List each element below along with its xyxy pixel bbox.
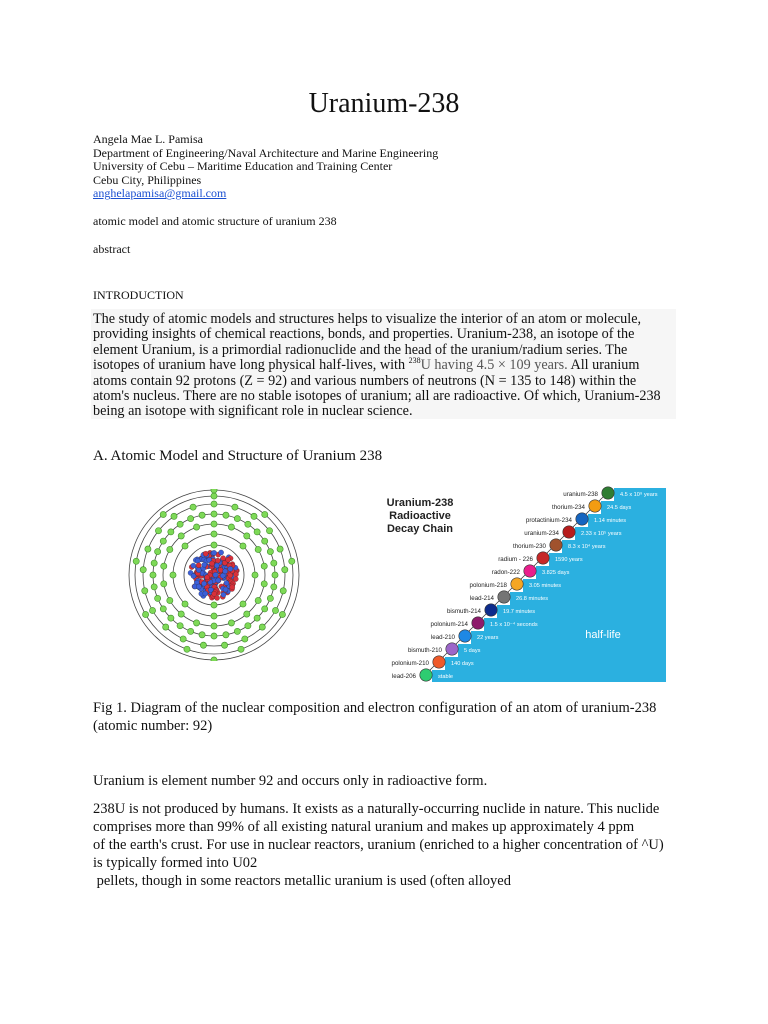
proton xyxy=(225,557,230,562)
halflife-value: 24.5 days xyxy=(607,505,632,511)
isotope-ball xyxy=(498,591,510,603)
halflife-value: 1.14 minutes xyxy=(594,518,627,524)
electron xyxy=(177,623,183,629)
isotope-label: thorium-230 xyxy=(512,543,546,550)
electron xyxy=(151,560,157,566)
body-p2-line3: is typically formed into U02 xyxy=(93,855,258,871)
electron xyxy=(272,607,278,613)
electron xyxy=(261,581,267,587)
electron xyxy=(140,567,146,573)
electron xyxy=(161,581,167,587)
decay-arrow xyxy=(560,536,564,540)
neutron xyxy=(195,558,200,563)
electron xyxy=(282,567,288,573)
electron xyxy=(178,611,184,617)
electron xyxy=(163,624,169,630)
intro-superscript: 238 xyxy=(408,356,421,366)
neutron xyxy=(196,568,201,573)
electron xyxy=(182,543,188,549)
electron xyxy=(211,531,217,537)
electron xyxy=(252,572,258,578)
decay-arrow xyxy=(508,588,512,592)
electron xyxy=(232,504,238,510)
isotope-label: lead-206 xyxy=(391,673,416,680)
isotope-label: uranium-238 xyxy=(563,491,598,498)
electron xyxy=(255,546,261,552)
electron xyxy=(255,597,261,603)
electron xyxy=(271,560,277,566)
neutron xyxy=(214,563,219,568)
electron xyxy=(234,516,240,522)
electron xyxy=(184,646,190,652)
electron xyxy=(272,572,278,578)
proton xyxy=(221,556,226,561)
neutron xyxy=(221,592,226,597)
electron xyxy=(244,533,250,539)
isotope-ball xyxy=(563,526,575,538)
intro-halflife-text: U having 4.5 × 109 years. xyxy=(420,357,568,374)
abstract-label: abstract xyxy=(93,242,131,256)
electron xyxy=(151,584,157,590)
electron xyxy=(262,538,268,544)
halflife-value: 3.05 minutes xyxy=(529,583,562,589)
figure-caption: Fig 1. Diagram of the nuclear composition and electron configuration of an atom of uranium-238 (atomic number: 92) xyxy=(93,700,657,734)
electron xyxy=(211,602,217,608)
electron xyxy=(168,615,174,621)
isotope-ball xyxy=(602,487,614,499)
isotope-ball xyxy=(550,539,562,551)
isotope-label: uranium-234 xyxy=(524,530,559,537)
neutron xyxy=(224,580,229,585)
electron xyxy=(211,493,217,499)
electron xyxy=(160,538,166,544)
section-a-heading: A. Atomic Model and Structure of Uranium 238 xyxy=(93,448,383,464)
neutron xyxy=(212,550,217,555)
electron xyxy=(266,528,272,534)
decay-arrow xyxy=(521,575,525,579)
electron xyxy=(211,623,217,629)
electron xyxy=(280,588,286,594)
introduction-paragraph xyxy=(93,312,675,420)
decay-arrow xyxy=(430,666,434,670)
proton xyxy=(212,591,217,596)
electron xyxy=(188,516,194,522)
decay-arrow xyxy=(482,614,486,618)
electron xyxy=(228,524,234,530)
electron xyxy=(242,636,248,642)
isotope-ball xyxy=(524,565,536,577)
isotope-label: bismuth-214 xyxy=(446,608,481,615)
proton xyxy=(209,561,214,566)
isotope-label: lead-210 xyxy=(430,634,455,641)
neutron xyxy=(216,578,221,583)
isotope-label: bismuth-210 xyxy=(407,647,442,654)
electron xyxy=(142,588,148,594)
isotope-label: radium - 226 xyxy=(498,556,533,563)
electron xyxy=(245,521,251,527)
electron xyxy=(170,572,176,578)
electron xyxy=(188,628,194,634)
body-paragraph-1: Uranium is element number 92 and occurs only in radioactive form. xyxy=(93,773,488,789)
atom-diagram xyxy=(128,489,300,661)
decay-arrow xyxy=(573,523,577,527)
author-university: University of Cebu – Maritime Education and Training Center xyxy=(93,159,393,174)
electron xyxy=(133,558,139,564)
electron xyxy=(244,611,250,617)
electron xyxy=(190,504,196,510)
electron xyxy=(245,623,251,629)
electron xyxy=(193,524,199,530)
electron xyxy=(267,595,273,601)
isotope-label: polonium-214 xyxy=(430,621,468,628)
electron xyxy=(145,546,151,552)
isotope-label: lead-214 xyxy=(469,595,494,602)
isotope-ball xyxy=(446,643,458,655)
halflife-value: 2.33 x 10⁵ years xyxy=(581,531,622,537)
isotope-label: polonium-218 xyxy=(469,582,507,589)
electron xyxy=(155,595,161,601)
electron xyxy=(200,642,206,648)
electron xyxy=(171,513,177,519)
isotope-label: radon-222 xyxy=(491,569,520,576)
intro-text-part2: All uranium atoms contain 92 protons (Z = 92) and various numbers of neutrons (N = 135 to 148) within the atom's nucleus. There are no stable isotopes of uranium; all are radioactive. Of which, Uranium-238 being an isotope with significant role in nuclear science. xyxy=(93,357,661,420)
electron xyxy=(271,584,277,590)
electron xyxy=(211,542,217,548)
electron xyxy=(251,513,257,519)
electron xyxy=(199,512,205,518)
page-title: Uranium-238 xyxy=(308,88,460,119)
author-block xyxy=(93,133,438,201)
neutron xyxy=(203,591,208,596)
halflife-value: 3.825 days xyxy=(542,570,570,576)
isotope-ball xyxy=(485,604,497,616)
halflife-value: 140 days xyxy=(451,661,474,667)
author-department: Department of Engineering/Naval Architecture and Marine Engineering xyxy=(93,145,439,160)
isotope-label: protactinium-234 xyxy=(525,517,572,524)
decay-arrow xyxy=(469,627,473,631)
electron xyxy=(289,558,295,564)
electron xyxy=(211,521,217,527)
halflife-value: 26.8 minutes xyxy=(516,596,549,602)
isotope-ball xyxy=(420,669,432,681)
neutron xyxy=(202,562,207,567)
neutron xyxy=(196,584,201,589)
neutron xyxy=(228,566,233,571)
halflife-value: 19.7 minutes xyxy=(503,609,536,615)
electron xyxy=(262,511,268,517)
electron xyxy=(240,601,246,607)
halflife-value: 5 days xyxy=(464,648,481,654)
electron xyxy=(155,549,161,555)
electron xyxy=(193,620,199,626)
electron xyxy=(160,606,166,612)
proton xyxy=(228,573,233,578)
isotope-ball xyxy=(472,617,484,629)
intro-text-part1: The study of atomic models and structures helps to visualize the interior of an atom or molecule, providing insights of chemical reactions, bonds, and properties. Uranium-238, an isotope of the element Uranium, is a primordial radionuclide and the head of the uranium/radium series. The isotopes of uranium have long physical half-lives, with xyxy=(93,311,642,374)
introduction-heading: INTRODUCTION xyxy=(93,288,184,302)
isotope-ball xyxy=(459,630,471,642)
electron xyxy=(240,543,246,549)
electron xyxy=(161,563,167,569)
proton xyxy=(233,572,238,577)
body-p2-line4: pellets, though in some reactors metallic uranium is used (often alloyed xyxy=(93,873,511,889)
decay-chain-chart xyxy=(362,483,668,685)
halflife-value: stable xyxy=(438,674,453,680)
body-p2-line2: of the earth's crust. For use in nuclear reactors, uranium (enriched to a higher concentration of ^U) xyxy=(93,837,664,853)
electron xyxy=(223,512,229,518)
author-email-link[interactable]: anghelapamisa@gmail.com xyxy=(93,186,227,201)
neutron xyxy=(201,581,206,586)
electron xyxy=(211,613,217,619)
proton xyxy=(203,551,208,556)
electron xyxy=(211,489,217,493)
isotope-ball xyxy=(589,500,601,512)
electron xyxy=(160,511,166,517)
halflife-value: 4.5 x 10⁹ years xyxy=(620,492,658,498)
chart-title-line: Uranium-238 xyxy=(386,497,454,509)
electron xyxy=(180,636,186,642)
electron xyxy=(167,597,173,603)
electron xyxy=(262,606,268,612)
body-paragraph-2 xyxy=(93,800,678,890)
electron xyxy=(211,501,217,507)
chart-title-line: Decay Chain xyxy=(386,523,454,535)
body-p2-line1: 238U is not produced by humans. It exists as a naturally-occurring nuclide in nature. This nuclide comprises more than 99% of all existing natural uranium and makes up approximately 4 ppm xyxy=(93,801,660,835)
electron xyxy=(155,528,161,534)
proton xyxy=(230,585,235,590)
decay-arrow xyxy=(547,549,551,553)
electron xyxy=(178,533,184,539)
electron xyxy=(149,607,155,613)
isotope-ball xyxy=(537,552,549,564)
proton xyxy=(215,558,220,563)
halflife-label: half-life xyxy=(585,629,621,641)
electron xyxy=(277,546,283,552)
electron xyxy=(211,633,217,639)
author-city: Cebu City, Philippines xyxy=(93,172,202,187)
decay-arrow xyxy=(534,562,538,566)
neutron xyxy=(213,572,218,577)
neutron xyxy=(223,587,228,592)
decay-arrow xyxy=(599,497,603,501)
proton xyxy=(233,576,238,581)
electron xyxy=(177,521,183,527)
electron xyxy=(228,620,234,626)
keywords-line: atomic model and atomic structure of uranium 238 xyxy=(93,214,337,228)
electron xyxy=(221,642,227,648)
chart-title-line: Radioactive xyxy=(389,510,451,522)
electron xyxy=(234,628,240,634)
halflife-value: 22 years xyxy=(477,635,499,641)
halflife-value: 1.5 x 10⁻⁴ seconds xyxy=(490,622,538,628)
electron xyxy=(223,632,229,638)
electron xyxy=(142,611,148,617)
isotope-ball xyxy=(511,578,523,590)
isotope-label: thorium-234 xyxy=(551,504,585,511)
electron xyxy=(211,511,217,517)
electron xyxy=(167,546,173,552)
electron xyxy=(267,549,273,555)
electron xyxy=(211,657,217,661)
halflife-value: 1590 years xyxy=(555,557,583,563)
halflife-value: 8.3 x 10⁴ years xyxy=(568,544,606,550)
proton xyxy=(205,575,210,580)
electron xyxy=(150,572,156,578)
decay-arrow xyxy=(586,510,590,514)
neutron xyxy=(220,573,225,578)
electron xyxy=(199,632,205,638)
electron xyxy=(168,529,174,535)
proton xyxy=(196,563,201,568)
neutron xyxy=(219,550,224,555)
isotope-label: polonium-210 xyxy=(391,660,429,667)
isotope-ball xyxy=(576,513,588,525)
electron xyxy=(261,563,267,569)
electron xyxy=(254,615,260,621)
electron xyxy=(238,646,244,652)
electron xyxy=(279,611,285,617)
electron xyxy=(259,624,265,630)
electron xyxy=(254,529,260,535)
decay-arrow xyxy=(456,640,460,644)
decay-arrow xyxy=(495,601,499,605)
electron xyxy=(182,601,188,607)
isotope-ball xyxy=(433,656,445,668)
decay-arrow xyxy=(443,653,447,657)
author-name: Angela Mae L. Pamisa xyxy=(93,132,203,146)
